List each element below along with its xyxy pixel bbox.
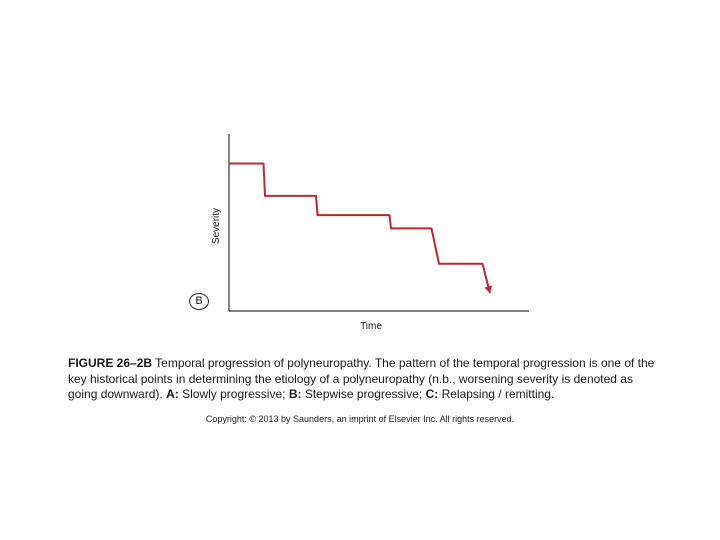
caption-c-text: Relapsing / remitting. — [441, 387, 555, 401]
y-axis-label: Severity — [211, 207, 222, 245]
copyright-notice: Copyright: © 2013 by Saunders, an imprint of Elsevier Inc. All rights reserved. — [205, 414, 515, 424]
caption-label: FIGURE 26–2B — [68, 356, 153, 370]
caption-a-label: A: — [166, 387, 179, 401]
series-arrowhead — [484, 286, 492, 294]
panel-label-badge: B — [189, 293, 209, 310]
caption-b-text: Stepwise progressive; — [304, 387, 423, 401]
x-axis-label: Time — [360, 321, 382, 332]
caption-c-label: C: — [425, 387, 439, 401]
figure-caption — [68, 356, 658, 403]
series-layer — [229, 164, 492, 294]
caption-b-label: B: — [288, 387, 302, 401]
caption-a-text: Slowly progressive; — [182, 387, 286, 401]
series-line — [229, 164, 490, 294]
caption-text: Temporal progression of polyneuropathy. The pattern of the temporal progression is one of the key historical points in determining the etiology of a polyneuropathy (n.b., worsening severity is denoted as going downward). — [68, 356, 655, 401]
